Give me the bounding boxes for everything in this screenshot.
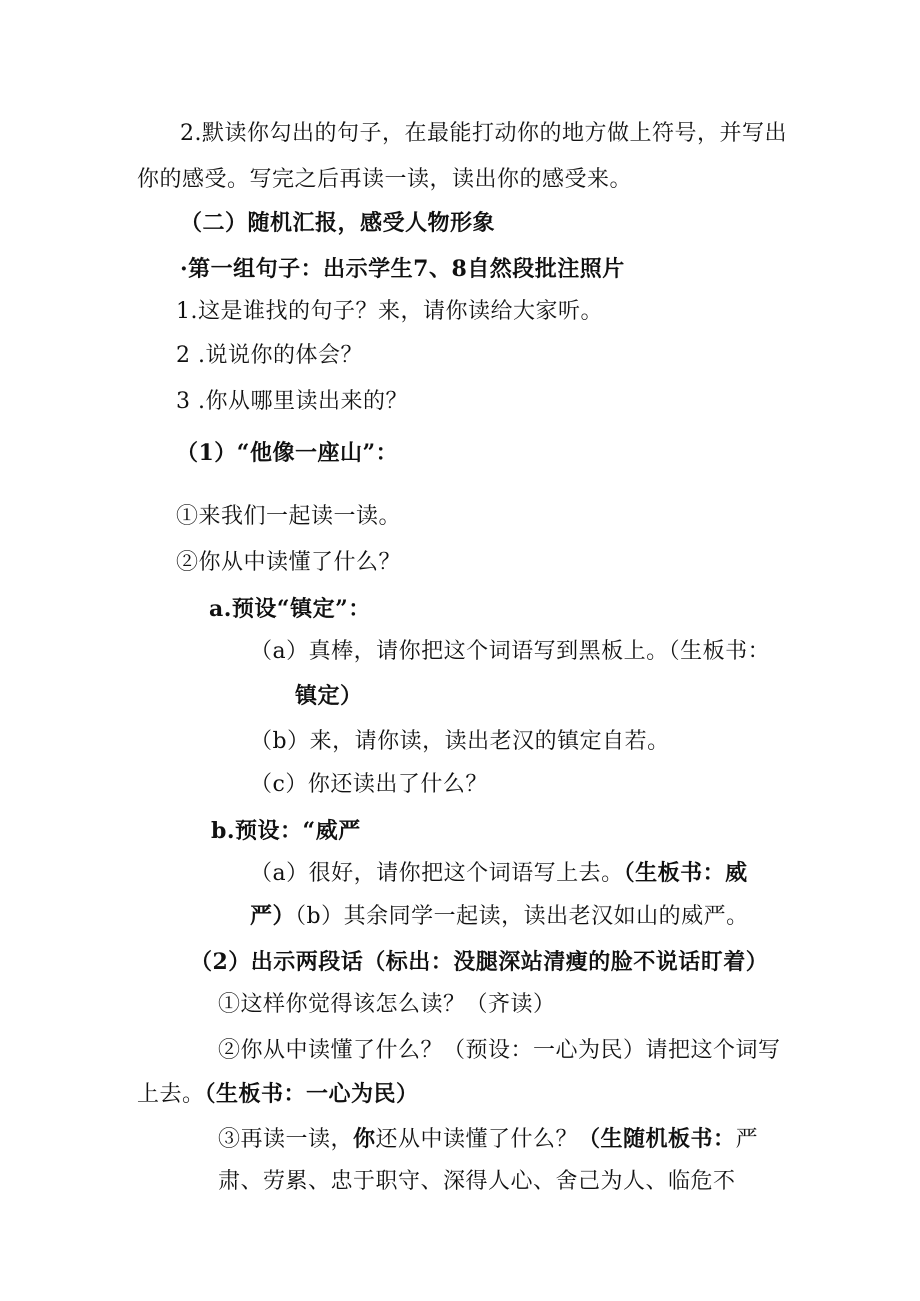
list-item: [250, 858, 748, 889]
preset-heading: a.预设“镇定”：: [209, 596, 371, 622]
list-item-continued: 镇定）: [295, 683, 363, 709]
list-item: 2 .说说你的体会？: [176, 343, 363, 368]
text-run: ③再读一读，: [218, 1127, 354, 1152]
text-run: 上去。: [137, 1082, 205, 1107]
list-item-continued: [137, 1079, 419, 1110]
list-item: （a）真棒，请你把这个词语写到黑板上。（生板书：: [250, 639, 771, 664]
text-run: （a）很好，请你把这个词语写上去。: [250, 861, 624, 886]
paragraph-line: 2.默读你勾出的句子，在最能打动你的地方做上符号，并写出: [180, 121, 787, 146]
text-run: 严: [735, 1127, 759, 1152]
list-item: [218, 1124, 758, 1155]
list-item: ①来我们一起读一读。: [176, 504, 402, 529]
list-item-continued: [250, 901, 749, 932]
group-heading: ·第一组句子：出示学生7、8自然段批注照片: [180, 256, 625, 282]
list-item: ②你从中读懂了什么？: [176, 550, 402, 575]
board-note: 严）: [250, 903, 296, 929]
board-note: （生板书：一心为民）: [204, 1081, 419, 1107]
list-item: 3 .你从哪里读出来的？: [176, 389, 408, 414]
text-run: 还从中读懂了什么？: [375, 1127, 579, 1152]
subheading: （2）出示两段话（标出：没腿深站清瘦的脸不说话盯着）: [190, 949, 769, 975]
list-item: （c）你还读出了什么？: [250, 772, 488, 797]
list-item: 1.这是谁找的句子？来，请你读给大家听。: [176, 299, 603, 324]
board-note: （生板书：威: [623, 860, 748, 886]
text-run: 你: [353, 1126, 376, 1152]
list-item-continued: 肃、劳累、忠于职守、深得人心、舍己为人、临危不: [218, 1169, 736, 1194]
text-run: （b）其余同学一起读，读出老汉如山的威严。: [295, 904, 749, 929]
preset-heading: b.预设：“威严: [211, 818, 361, 844]
paragraph-line: 你的感受。写完之后再读一读，读出你的感受来。: [137, 167, 633, 192]
subheading: （1）“他像一座山”：: [176, 440, 399, 466]
section-heading: （二）随机汇报，感受人物形象: [180, 210, 496, 236]
list-item: （b）来，请你读，读出老汉的镇定自若。: [250, 729, 670, 754]
board-note: （生随机板书：: [578, 1126, 736, 1152]
list-item: ②你从中读懂了什么？（预设：一心为民）请把这个词写: [218, 1038, 781, 1063]
list-item: ①这样你觉得该怎么读？（齐读）: [218, 992, 556, 1017]
